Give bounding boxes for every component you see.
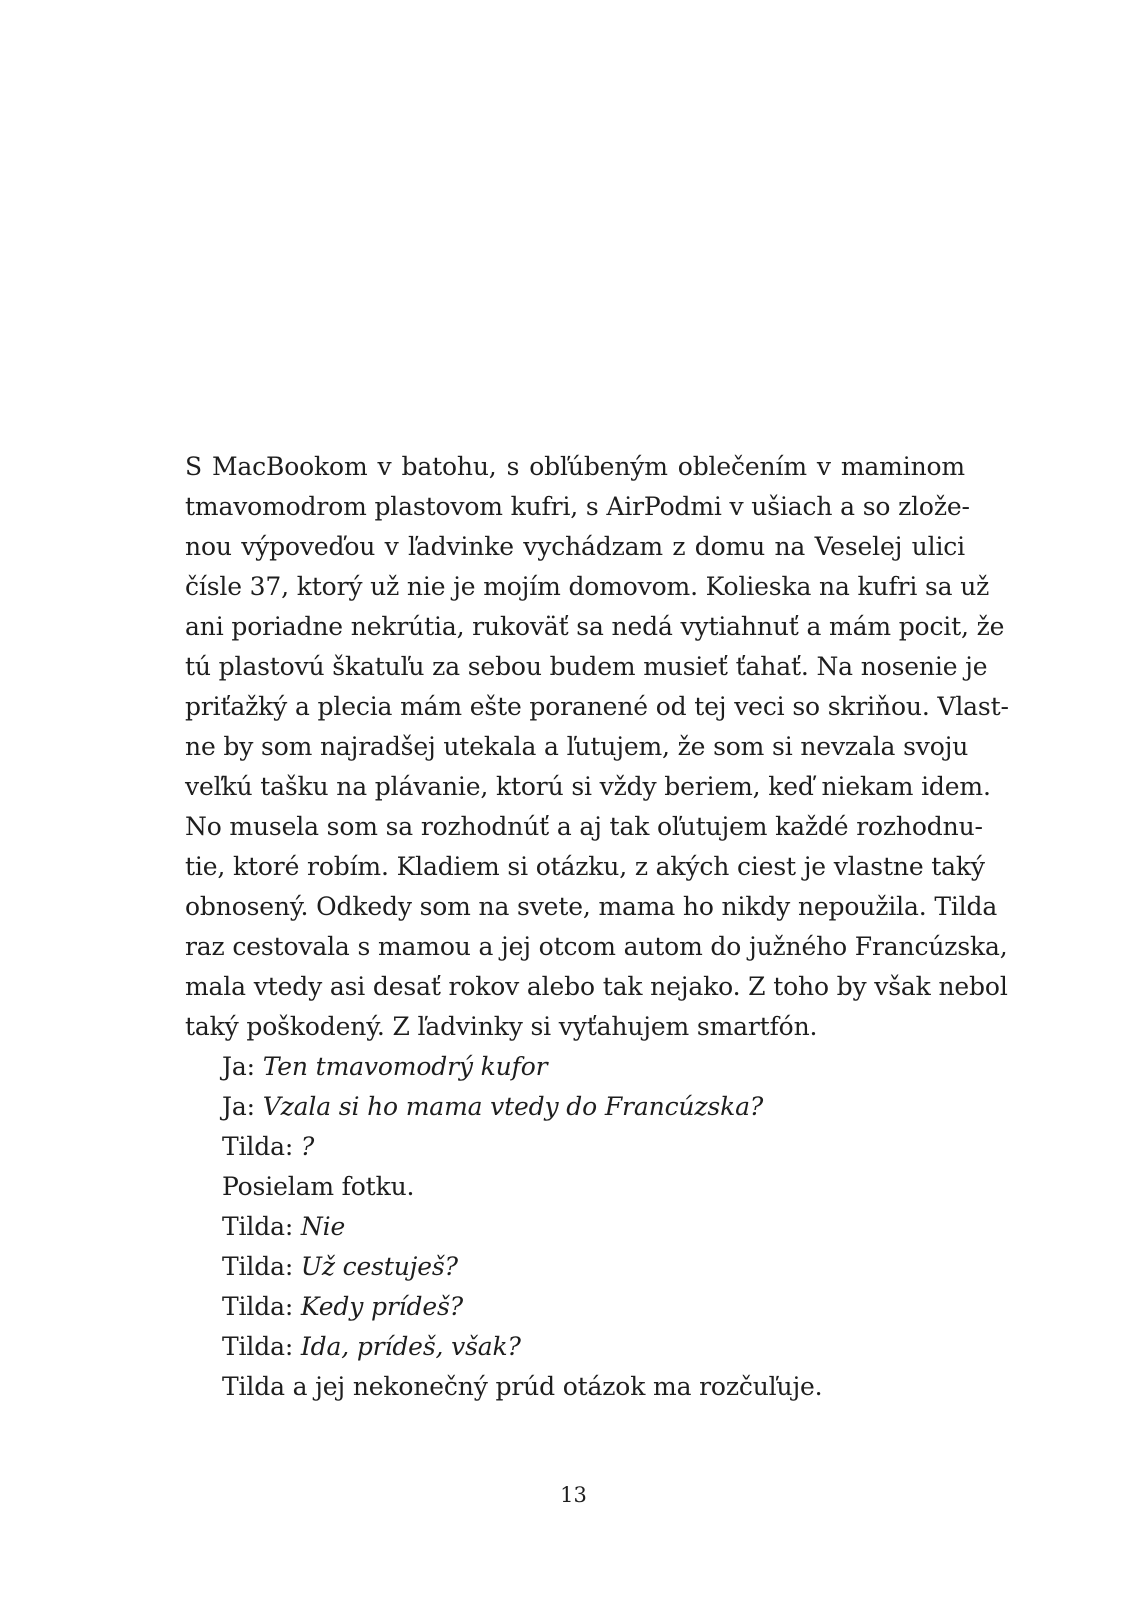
narration-text: Posielam fotku. <box>222 1172 415 1201</box>
page-number: 13 <box>560 1483 587 1507</box>
paragraph-line: No musela som sa rozhodnúť a aj tak oľutujem každé rozhodnu- <box>185 812 983 841</box>
paragraph-line: tie, ktoré robím. Kladiem si otázku, z akých ciest je vlastne taký <box>185 852 985 881</box>
dialogue-speaker: Tilda: <box>222 1332 294 1361</box>
dialogue-speaker: Tilda: <box>222 1292 294 1321</box>
dialogue-line <box>185 1047 965 1087</box>
dialogue-message: Ida, prídeš, však? <box>300 1332 521 1361</box>
body-text <box>185 447 1009 1407</box>
dialogue-message: ? <box>300 1132 315 1161</box>
paragraph-line: veľkú tašku na plávanie, ktorú si vždy beriem, keď niekam idem. <box>185 772 991 801</box>
dialogue-speaker: Tilda: <box>222 1132 294 1161</box>
dialogue-message: Už cestuješ? <box>300 1252 458 1281</box>
dialogue-line <box>185 1087 965 1127</box>
paragraph-line: S MacBookom v batohu, s obľúbeným oblečením v maminom <box>185 452 965 481</box>
paragraph-line: taký poškodený. Z ľadvinky si vyťahujem smartfón. <box>185 1012 818 1041</box>
dialogue-speaker: Ja: <box>222 1092 255 1121</box>
paragraph-line: raz cestovala s mamou a jej otcom autom do južného Francúzska, <box>185 932 1008 961</box>
narration-text: Tilda a jej nekonečný prúd otázok ma rozčuľuje. <box>222 1372 823 1401</box>
narration-line <box>185 1167 965 1207</box>
narration-line <box>185 1367 965 1407</box>
dialogue-line <box>185 1327 965 1367</box>
paragraph-line: priťažký a plecia mám ešte poranené od tej veci so skriňou. Vlast- <box>185 692 1009 721</box>
paragraph-line: obnosený. Odkedy som na svete, mama ho nikdy nepoužila. Tilda <box>185 892 998 921</box>
dialogue-speaker: Tilda: <box>222 1212 294 1241</box>
dialogue-message: Kedy prídeš? <box>300 1292 463 1321</box>
dialogue-line <box>185 1287 965 1327</box>
paragraph-line: mala vtedy asi desať rokov alebo tak nejako. Z toho by však nebol <box>185 972 1008 1001</box>
dialogue-speaker: Tilda: <box>222 1252 294 1281</box>
dialogue-message: Nie <box>300 1212 346 1241</box>
dialogue-speaker: Ja: <box>222 1052 255 1081</box>
dialogue-line <box>185 1247 965 1287</box>
paragraph-line: ne by som najradšej utekala a ľutujem, že som si nevzala svoju <box>185 732 969 761</box>
paragraph-line: tú plastovú škatuľu za sebou budem musieť ťahať. Na nosenie je <box>185 652 988 681</box>
dialogue-line <box>185 1207 965 1247</box>
paragraph-line: ani poriadne nekrútia, rukoväť sa nedá vytiahnuť a mám pocit, že <box>185 612 1005 641</box>
dialogue-message: Vzala si ho mama vtedy do Francúzska? <box>262 1092 764 1121</box>
paragraph-line: čísle 37, ktorý už nie je mojím domovom. Kolieska na kufri sa už <box>185 572 990 601</box>
paragraph-line: tmavomodrom plastovom kufri, s AirPodmi v ušiach a so zlože- <box>185 492 970 521</box>
dialogue-line <box>185 1127 965 1167</box>
paragraph-line: nou výpoveďou v ľadvinke vychádzam z domu na Veselej ulici <box>185 532 965 561</box>
dialogue-message: Ten tmavomodrý kufor <box>262 1052 548 1081</box>
